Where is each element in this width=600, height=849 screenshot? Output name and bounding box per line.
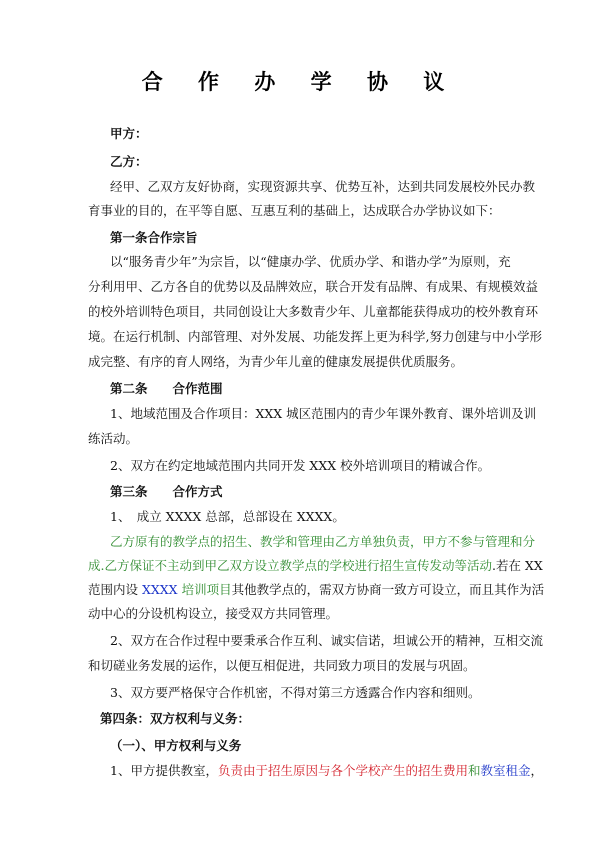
- article-3-para-3-line-1: 2、双方在合作过程中要秉承合作互利、诚实信诺，坦诚公开的精神，互相交流: [110, 633, 543, 648]
- article-4-heading: 第四条：双方权利与义务：: [100, 711, 251, 726]
- article-3-para-3-line-2: 和切磋业务发展的运作，以便互相促进，共同致力项目的发展与巩固。: [88, 658, 476, 673]
- article-4-para-1: [110, 762, 543, 780]
- plain-text: 范围内设: [88, 582, 142, 597]
- article-2-para-2: 2、双方在约定地域范围内共同开发 XXX 校外培训项目的精诚合作。: [110, 458, 491, 473]
- article-3-para-2-line-2: [88, 557, 543, 575]
- green-highlight: 成.乙方保证不主动到甲乙双方设立教学点的学校进行招生宣传发动等活动: [88, 558, 492, 573]
- green-highlight: 培训项目: [177, 582, 232, 597]
- article-3-para-2-line-1: 乙方原有的教学点的招生、教学和管理由乙方单独负责，甲方不参与管理和分: [110, 534, 536, 549]
- article-1-line-3: 的校外培训特色项目，共同创设让大多数青少年、儿童都能获得成功的校外教育环: [88, 304, 539, 319]
- article-3-heading: 第三条 合作方式: [110, 484, 223, 499]
- article-3-para-1: 1、 成立 XXXX 总部，总部设在 XXXX。: [110, 509, 345, 524]
- party-a-label: 甲方：: [110, 126, 148, 141]
- article-4-subheading-1: （一）、甲方权利与义务: [110, 738, 242, 753]
- article-2-heading: 第二条 合作范围: [110, 381, 223, 396]
- article-2-para-1-line-2: 练活动。: [88, 431, 139, 446]
- blue-highlight: 教室租金: [480, 763, 531, 778]
- article-1-line-5: 成完整、有序的育人网络，为青少年儿童的健康发展提供优质服务。: [88, 354, 464, 369]
- article-1-line-2: 分利用甲、乙方各自的优势以及品牌效应，联合开发有品牌、有成果、有规模效益: [88, 279, 539, 294]
- red-highlight: 负责由于招生原因与各个学校产生的招生费用: [217, 763, 468, 778]
- article-3-para-2-line-4: 动中心的分设机构设立，接受双方共同管理。: [88, 606, 339, 621]
- green-highlight: 和: [467, 763, 481, 778]
- article-1-line-1: 以“服务青少年”为宗旨，以“健康办学、优质办学、和谐办学”为原则，充: [110, 254, 511, 269]
- intro-line-2: 育事业的目的，在平等自愿、互惠互利的基础上，达成联合办学协议如下：: [88, 203, 501, 218]
- blue-highlight: XXXX: [141, 582, 178, 597]
- plain-text: .若在 XX: [491, 558, 543, 573]
- plain-text: 其他教学点的，需双方协商一致方可设立，而且其作为活: [231, 582, 545, 597]
- document-title: 合 作 办 学 协 议: [141, 70, 459, 94]
- article-1-heading: 第一条合作宗旨: [110, 230, 198, 245]
- intro-line-1: 经甲、乙双方友好协商，实现资源共享、优势互补，达到共同发展校外民办教: [110, 179, 536, 194]
- party-b-label: 乙方：: [110, 154, 148, 169]
- article-2-para-1-line-1: 1、地域范围及合作项目：XXX 城区范围内的青少年课外教育、课外培训及训: [110, 406, 537, 421]
- article-3-para-2-line-3: [88, 581, 544, 599]
- plain-text: ，: [530, 763, 544, 778]
- plain-text: 1、甲方提供教室，: [110, 763, 218, 778]
- article-1-line-4: 境。在运行机制、内部管理、对外发展、功能发挥上更为科学,努力创建与中小学形: [88, 329, 542, 344]
- article-3-para-4: 3、双方要严格保守合作机密，不得对第三方透露合作内容和细则。: [110, 685, 481, 700]
